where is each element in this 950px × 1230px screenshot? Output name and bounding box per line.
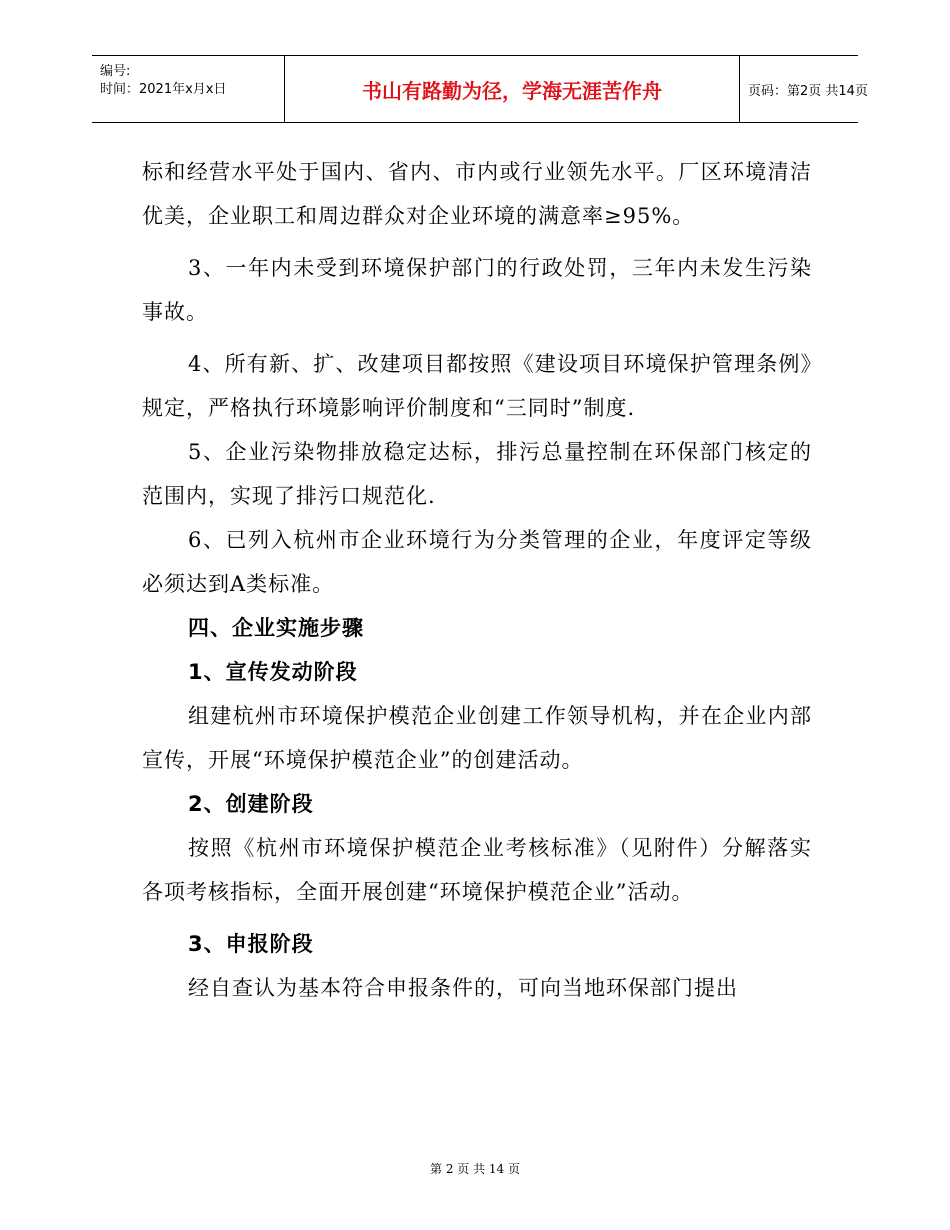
paragraph: 4、所有新、扩、改建项目都按照《建设项目环境保护管理条例》规定，严格执行环境影响评价制度和“三同时”制度. bbox=[142, 352, 812, 420]
page-header bbox=[92, 55, 868, 123]
paragraph: 6、已列入杭州市企业环境行为分类管理的企业，年度评定等级必须达到A类标准。 bbox=[142, 528, 812, 596]
section-heading: 四、企业实施步骤 bbox=[188, 616, 364, 640]
doc-time-label: 时间：2021年x月x日 bbox=[100, 82, 227, 97]
header-meta bbox=[92, 56, 284, 122]
paragraph: 3、一年内未受到环境保护部门的行政处罚，三年内未发生污染事故。 bbox=[142, 256, 812, 324]
doc-code-label: 编号: bbox=[100, 64, 131, 79]
paragraph: 组建杭州市环境保护模范企业创建工作领导机构，并在企业内部宣传，开展“环境保护模范企业”的创建活动。 bbox=[142, 704, 812, 772]
document-body bbox=[142, 150, 812, 1010]
header-page-info: 页码：第2页 共14页 bbox=[748, 83, 868, 99]
paragraph: 经自查认为基本符合申报条件的，可向当地环保部门提出 bbox=[188, 976, 738, 1000]
page-footer: 第 2 页 共 14 页 bbox=[430, 1162, 520, 1176]
subsection-heading: 1、宣传发动阶段 bbox=[188, 660, 358, 684]
subsection-heading: 3、申报阶段 bbox=[188, 932, 314, 956]
paragraph: 标和经营水平处于国内、省内、市内或行业领先水平。厂区环境清洁优美，企业职工和周边群众对企业环境的满意率≥95%。 bbox=[142, 160, 812, 228]
paragraph: 5、企业污染物排放稳定达标，排污总量控制在环保部门核定的范围内，实现了排污口规范化. bbox=[142, 440, 812, 508]
subsection-heading: 2、创建阶段 bbox=[188, 792, 314, 816]
paragraph: 按照《杭州市环境保护模范企业考核标准》（见附件）分解落实各项考核指标，全面开展创建“环境保护模范企业”活动。 bbox=[142, 836, 812, 904]
header-motto: 书山有路勤为径，学海无涯苦作舟 bbox=[284, 56, 740, 122]
